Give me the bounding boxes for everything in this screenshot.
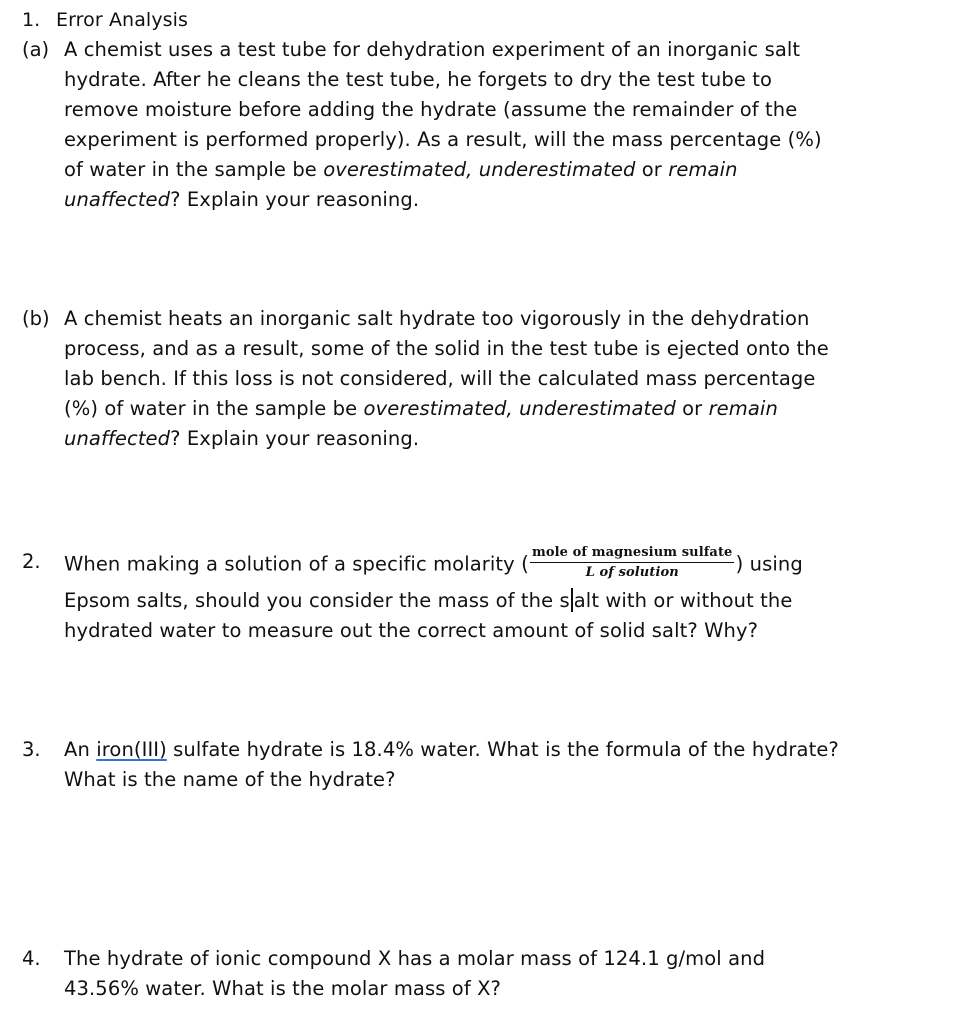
spellcheck-underline: iron(III) <box>96 738 167 761</box>
fraction-denominator: L of solution <box>585 565 679 580</box>
question-1b-line-4: (%) of water in the sample be overestimated, underestimated or remain <box>64 397 778 420</box>
fraction-numerator: mole of magnesium sulfate <box>530 545 734 563</box>
text-cursor <box>571 588 573 612</box>
question-2-number: 2. <box>22 550 41 573</box>
question-1a-line-4: experiment is performed properly). As a result, will the mass percentage (%) <box>64 128 822 151</box>
question-1a-line-3: remove moisture before adding the hydrate (assume the remainder of the <box>64 98 798 121</box>
question-1a-line-1: A chemist uses a test tube for dehydration experiment of an inorganic salt <box>64 38 801 61</box>
question-2-line-3: hydrated water to measure out the correct amount of solid salt? Why? <box>64 619 759 642</box>
question-1b-line-1: A chemist heats an inorganic salt hydrate too vigorously in the dehydration <box>64 307 810 330</box>
question-1b-line-5: unaffected? Explain your reasoning. <box>64 427 420 450</box>
question-1a-line-5: of water in the sample be overestimated, underestimated or remain <box>64 158 738 181</box>
question-1a-line-6: unaffected? Explain your reasoning. <box>64 188 420 211</box>
question-1a-label: (a) <box>22 38 50 61</box>
question-2-line-2: Epsom salts, should you consider the mass of the s alt with or without the <box>64 589 793 612</box>
question-1a-line-2: hydrate. After he cleans the test tube, he forgets to dry the test tube to <box>64 68 772 91</box>
molarity-fraction <box>530 545 734 581</box>
question-3-number: 3. <box>22 738 41 761</box>
question-1b-label: (b) <box>22 307 50 330</box>
question-2-line-1: When making a solution of a specific molarity ( $\frac{\text{mole of magnesium sulfate}}{\text{L of solution}}$ ) using <box>64 545 803 580</box>
question-1-title: Error Analysis <box>56 9 189 31</box>
question-3-line-2: What is the name of the hydrate? <box>64 768 396 791</box>
question-4-line-2: 43.56% water. What is the molar mass of X? <box>64 977 501 1000</box>
question-1b-line-3: lab bench. If this loss is not considered, will the calculated mass percentage <box>64 367 816 390</box>
question-4-number: 4. <box>22 947 41 970</box>
question-3-line-1: An iron(III) sulfate hydrate is 18.4% water. What is the formula of the hydrate? <box>64 738 839 761</box>
question-1b-line-2: process, and as a result, some of the solid in the test tube is ejected onto the <box>64 337 829 360</box>
question-1-number: 1. <box>22 9 41 31</box>
question-4-line-1: The hydrate of ionic compound X has a molar mass of 124.1 g/mol and <box>64 947 766 970</box>
